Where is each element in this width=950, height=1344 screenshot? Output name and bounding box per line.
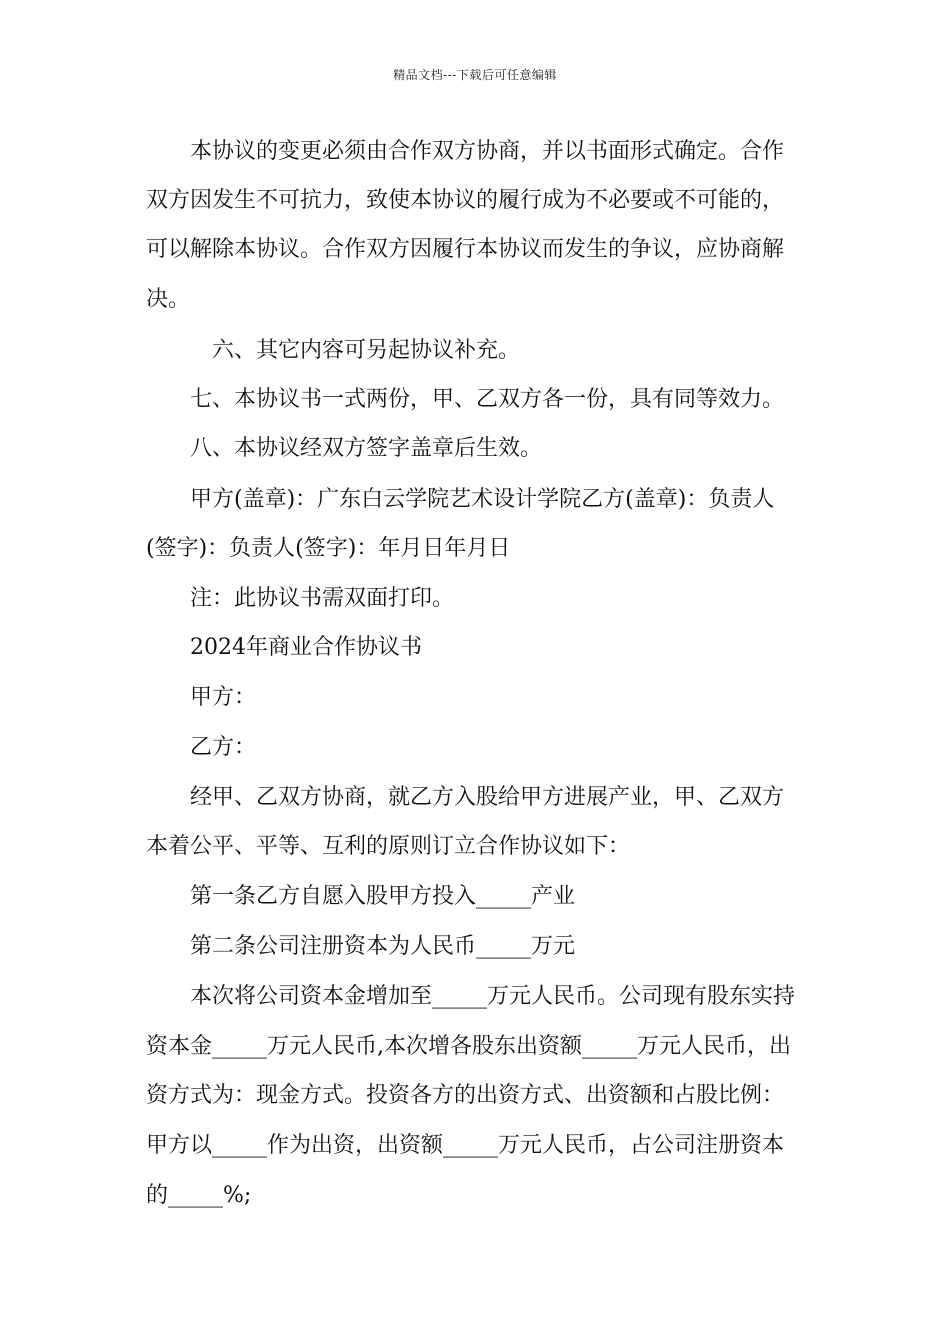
article-line: 第一条乙方自愿入股甲方投入_____产业 xyxy=(190,884,576,909)
paragraph-line: 本次将公司资本金增加至_____万元人民币。公司现有股东实持 xyxy=(190,984,796,1009)
paragraph-line: 七、本协议书一式两份，甲、乙双方各一份，具有同等效力。 xyxy=(190,387,785,412)
document-title: 2024年商业合作协议书 xyxy=(190,635,422,660)
paragraph-line: 本着公平、平等、互利的原则订立合作协议如下： xyxy=(146,834,631,859)
paragraph-line: 资本金_____万元人民币,本次增各股东出资额_____万元人民币，出 xyxy=(146,1034,791,1059)
paragraph-line: 六、其它内容可另起协议补充。 xyxy=(212,338,521,363)
party-b-label: 乙方： xyxy=(190,735,257,760)
paragraph-line: 可以解除本协议。合作双方因履行本协议而发生的争议，应协商解 xyxy=(146,237,785,262)
paragraph-line: 双方因发生不可抗力，致使本协议的履行成为不必要或不可能的， xyxy=(146,188,785,213)
paragraph-line: 决。 xyxy=(146,287,191,312)
article-line: 第二条公司注册资本为人民币_____万元 xyxy=(190,934,576,959)
signature-line: 甲方(盖章)：广东白云学院艺术设计学院乙方(盖章)：负责人 xyxy=(190,487,775,512)
note-line: 注：此协议书需双面打印。 xyxy=(190,586,455,611)
paragraph-line: 甲方以_____作为出资，出资额_____万元人民币，占公司注册资本 xyxy=(146,1133,785,1158)
paragraph-line: 的_____%; xyxy=(146,1183,252,1208)
page-header: 精品文档---下载后可任意编辑 xyxy=(393,68,557,82)
signature-line: (签字)：负责人(签字)：年月日年月日 xyxy=(146,536,511,561)
paragraph-line: 经甲、乙双方协商，就乙方入股给甲方进展产业，甲、乙双方 xyxy=(190,785,785,810)
paragraph-line: 八、本协议经双方签字盖章后生效。 xyxy=(190,436,543,461)
party-a-label: 甲方： xyxy=(190,685,257,710)
paragraph-line: 资方式为：现金方式。投资各方的出资方式、出资额和占股比例： xyxy=(146,1083,785,1108)
paragraph-line: 本协议的变更必须由合作双方协商，并以书面形式确定。合作 xyxy=(190,139,785,164)
